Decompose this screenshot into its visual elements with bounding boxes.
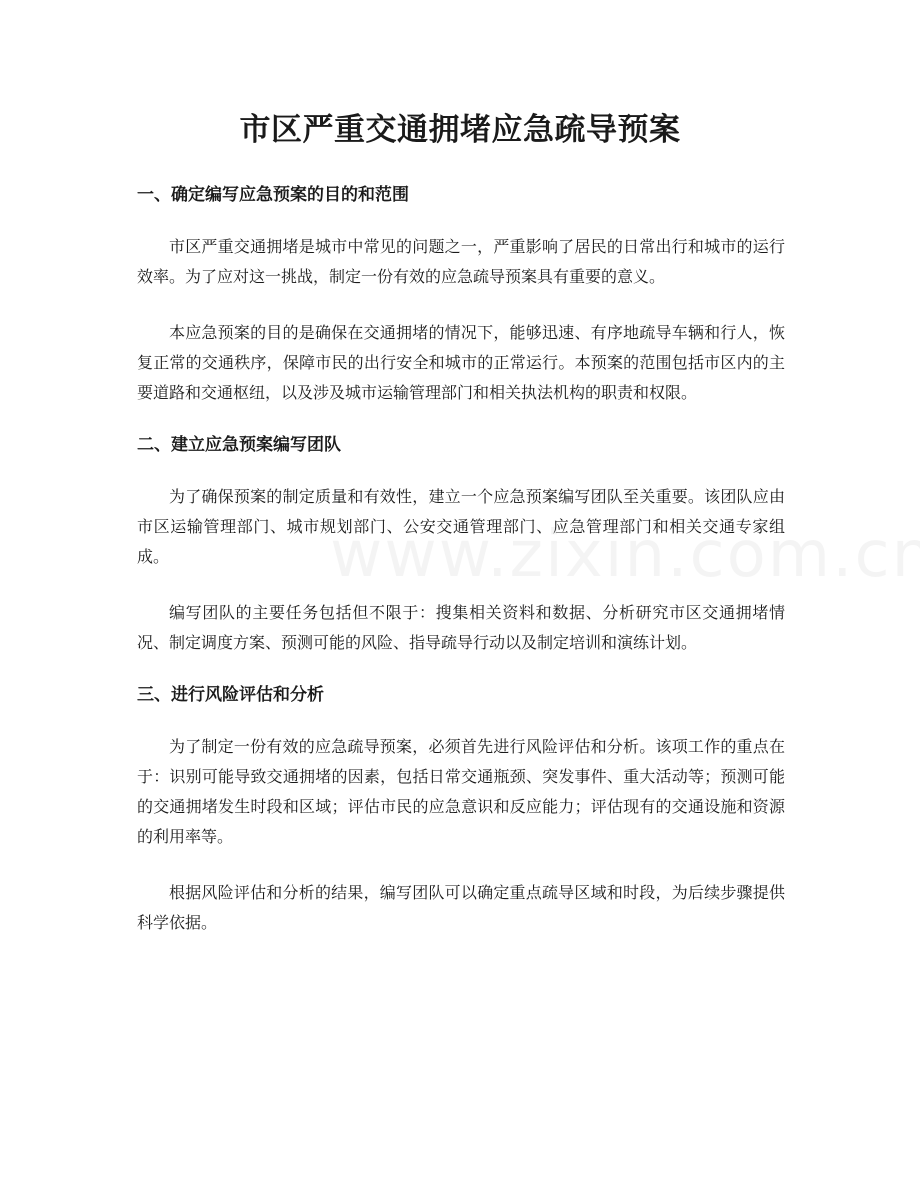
section-3 bbox=[137, 680, 785, 938]
paragraph: 本应急预案的目的是确保在交通拥堵的情况下，能够迅速、有序地疏导车辆和行人，恢复正常的交通秩序，保障市民的出行安全和城市的正常运行。本预案的范围包括市区内的主要道路和交通枢纽，以及涉及城市运输管理部门和相关执法机构的职责和权限。 bbox=[137, 323, 785, 402]
section-heading: 二、建立应急预案编写团队 bbox=[137, 435, 341, 455]
paragraph: 为了制定一份有效的应急疏导预案，必须首先进行风险评估和分析。该项工作的重点在于：识别可能导致交通拥堵的因素，包括日常交通瓶颈、突发事件、重大活动等；预测可能的交通拥堵发生时段和区域；评估市民的应急意识和反应能力；评估现有的交通设施和资源的利用率等。 bbox=[137, 737, 785, 846]
section-heading: 三、进行风险评估和分析 bbox=[137, 685, 324, 705]
paragraph: 市区严重交通拥堵是城市中常见的问题之一，严重影响了居民的日常出行和城市的运行效率。为了应对这一挑战，制定一份有效的应急疏导预案具有重要的意义。 bbox=[137, 237, 785, 286]
section-1 bbox=[137, 180, 785, 408]
section-heading: 一、确定编写应急预案的目的和范围 bbox=[137, 185, 409, 205]
document-title: 市区严重交通拥堵应急疏导预案 bbox=[239, 112, 681, 148]
section-2 bbox=[137, 430, 785, 658]
document-body bbox=[137, 180, 785, 960]
paragraph: 根据风险评估和分析的结果，编写团队可以确定重点疏导区域和时段，为后续步骤提供科学依据。 bbox=[137, 883, 785, 932]
paragraph: 编写团队的主要任务包括但不限于：搜集相关资料和数据、分析研究市区交通拥堵情况、制定调度方案、预测可能的风险、指导疏导行动以及制定培训和演练计划。 bbox=[137, 603, 785, 652]
paragraph: 为了确保预案的制定质量和有效性，建立一个应急预案编写团队至关重要。该团队应由市区运输管理部门、城市规划部门、公安交通管理部门、应急管理部门和相关交通专家组成。 bbox=[137, 487, 785, 566]
